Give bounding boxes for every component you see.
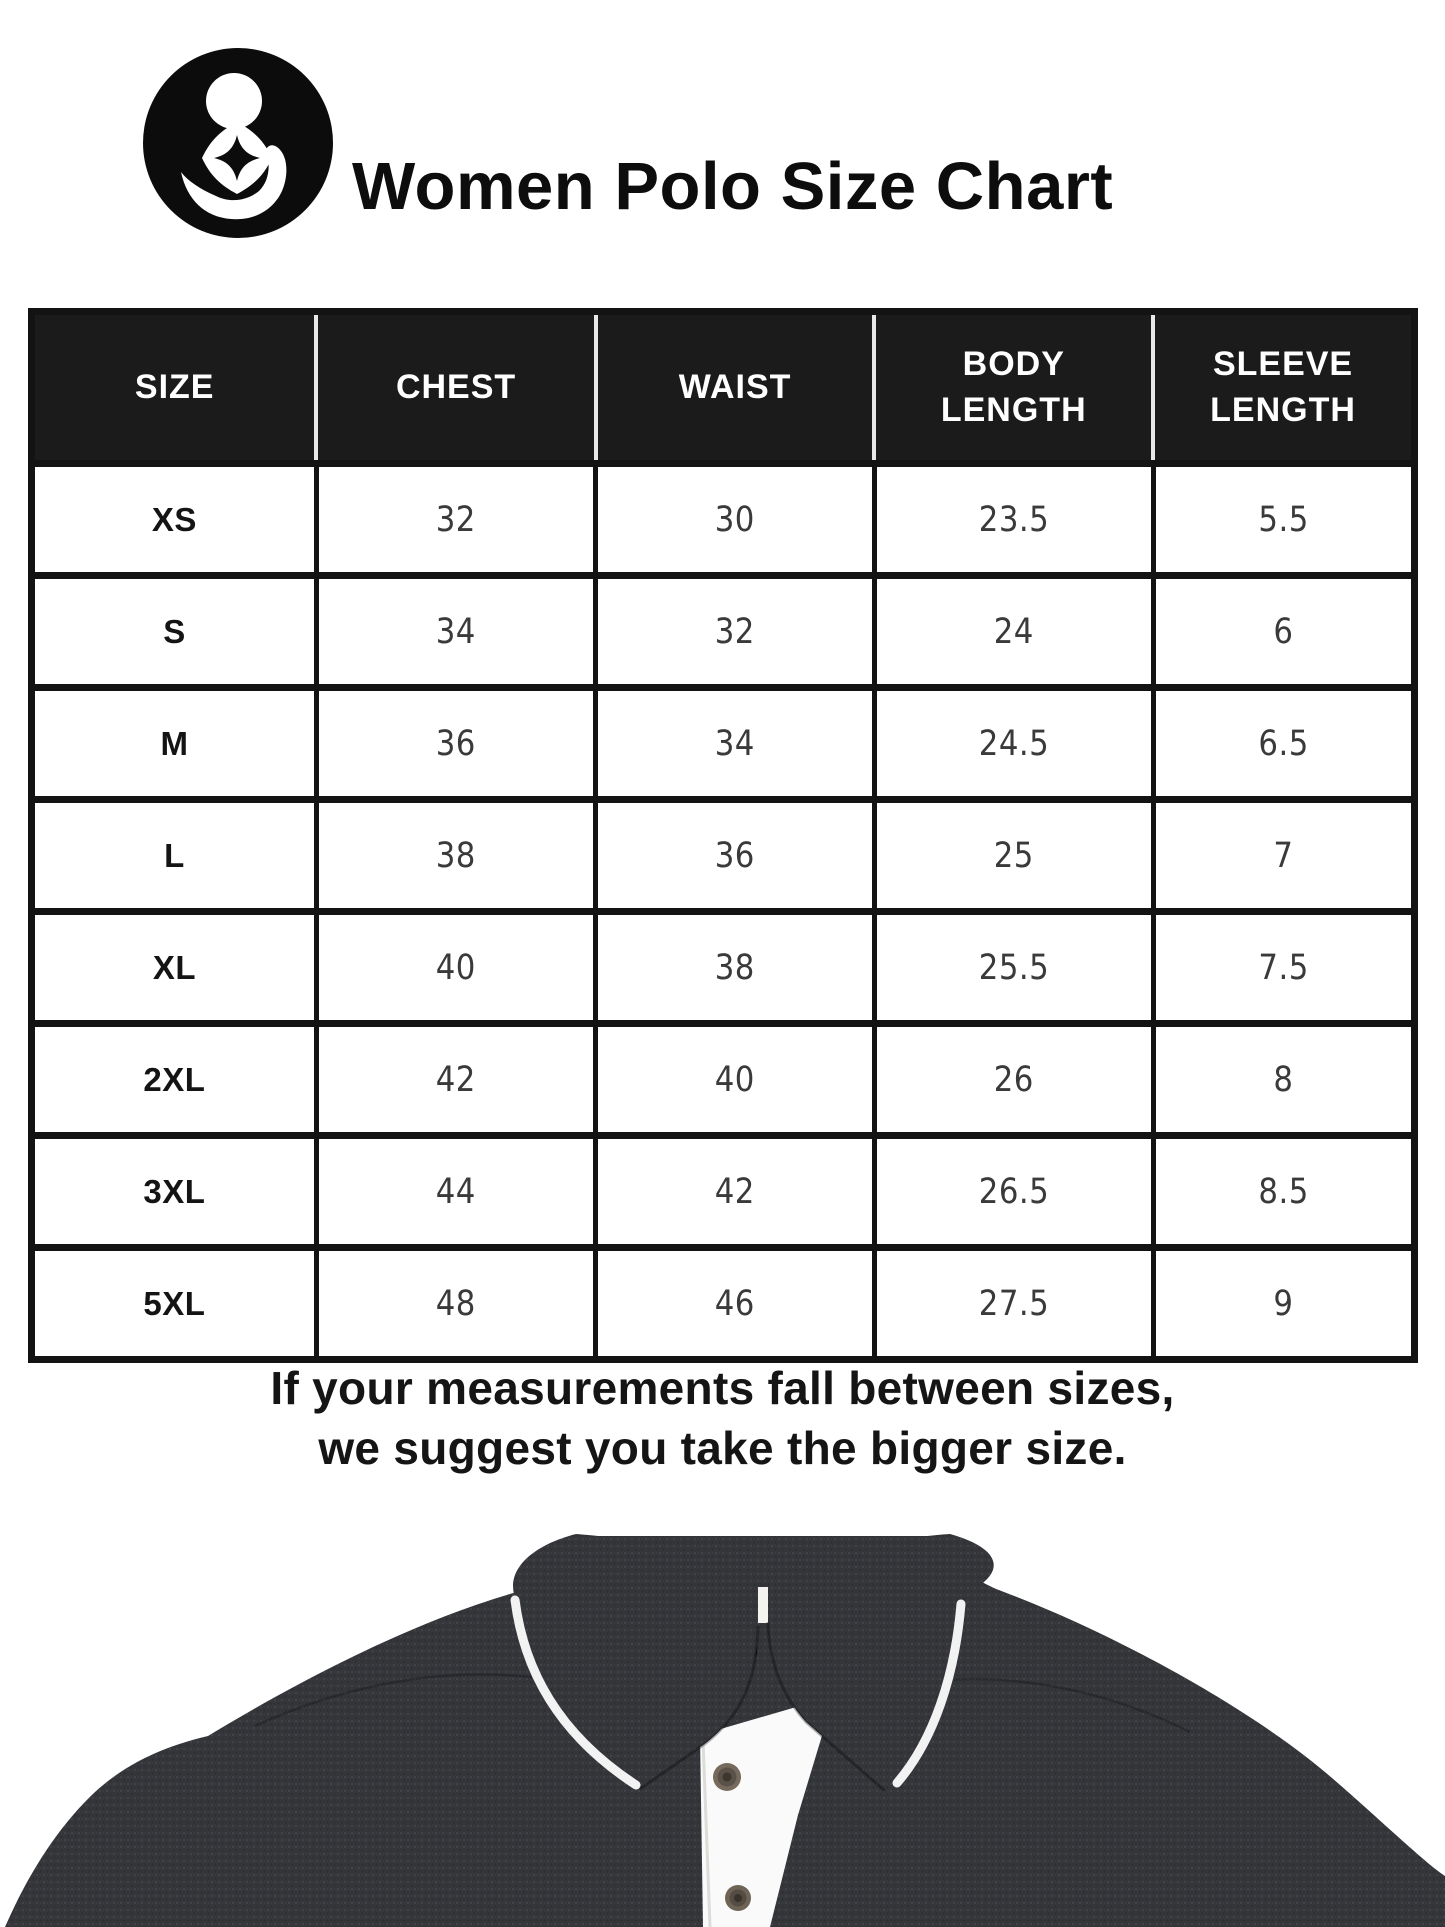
sleeve-length-cell: 6 (1153, 576, 1414, 688)
fit-note-line1: If your measurements fall between sizes, (270, 1362, 1175, 1414)
size-cell: 2XL (32, 1024, 317, 1136)
waist-cell: 40 (596, 1024, 875, 1136)
column-header-sleeve-length: SLEEVE LENGTH (1153, 312, 1414, 464)
sleeve-length-cell: 5.5 (1153, 464, 1414, 576)
sleeve-length-cell: 9 (1153, 1248, 1414, 1360)
waist-cell: 46 (596, 1248, 875, 1360)
sleeve-length-cell: 7 (1153, 800, 1414, 912)
chest-cell: 36 (316, 688, 595, 800)
column-header-chest: CHEST (316, 312, 595, 464)
placket-button-bottom (725, 1885, 751, 1911)
body-length-cell: 24.5 (874, 688, 1153, 800)
fit-note-line2: we suggest you take the bigger size. (318, 1422, 1127, 1474)
waist-cell: 34 (596, 688, 875, 800)
size-cell: M (32, 688, 317, 800)
table-row (32, 800, 1415, 912)
chest-cell: 40 (316, 912, 595, 1024)
size-cell: 3XL (32, 1136, 317, 1248)
body-length-cell: 26.5 (874, 1136, 1153, 1248)
body-length-cell: 26 (874, 1024, 1153, 1136)
chest-cell: 38 (316, 800, 595, 912)
size-table-section (28, 308, 1418, 1363)
chest-cell: 44 (316, 1136, 595, 1248)
chest-cell: 34 (316, 576, 595, 688)
size-cell: 5XL (32, 1248, 317, 1360)
sleeve-length-cell: 7.5 (1153, 912, 1414, 1024)
sleeve-length-cell: 6.5 (1153, 688, 1414, 800)
sleeve-length-cell: 8.5 (1153, 1136, 1414, 1248)
table-row (32, 688, 1415, 800)
chest-cell: 48 (316, 1248, 595, 1360)
page-title: Women Polo Size Chart (352, 148, 1114, 224)
table-row (32, 1024, 1415, 1136)
table-header-row (32, 312, 1415, 464)
polo-shirt-image (0, 1530, 1445, 1927)
logo-head (206, 73, 262, 129)
body-length-cell: 27.5 (874, 1248, 1153, 1360)
column-header-body-length: BODY LENGTH (874, 312, 1153, 464)
chest-cell: 32 (316, 464, 595, 576)
waist-cell: 42 (596, 1136, 875, 1248)
body-length-cell: 23.5 (874, 464, 1153, 576)
waist-cell: 38 (596, 912, 875, 1024)
chest-cell: 42 (316, 1024, 595, 1136)
waist-cell: 36 (596, 800, 875, 912)
placket-button-top (713, 1763, 741, 1791)
column-header-size: SIZE (32, 312, 317, 464)
table-row (32, 1136, 1415, 1248)
brand-logo-icon (143, 48, 333, 238)
sleeve-length-cell: 8 (1153, 1024, 1414, 1136)
body-length-cell: 25 (874, 800, 1153, 912)
table-row (32, 912, 1415, 1024)
table-row (32, 1248, 1415, 1360)
waist-cell: 32 (596, 576, 875, 688)
column-header-waist: WAIST (596, 312, 875, 464)
size-cell: XS (32, 464, 317, 576)
size-table (28, 308, 1418, 1363)
table-row (32, 576, 1415, 688)
body-length-cell: 25.5 (874, 912, 1153, 1024)
size-cell: L (32, 800, 317, 912)
fit-note (0, 1358, 1445, 1478)
body-length-cell: 24 (874, 576, 1153, 688)
size-cell: XL (32, 912, 317, 1024)
table-row (32, 464, 1415, 576)
waist-cell: 30 (596, 464, 875, 576)
size-table-body (32, 464, 1415, 1360)
size-cell: S (32, 576, 317, 688)
